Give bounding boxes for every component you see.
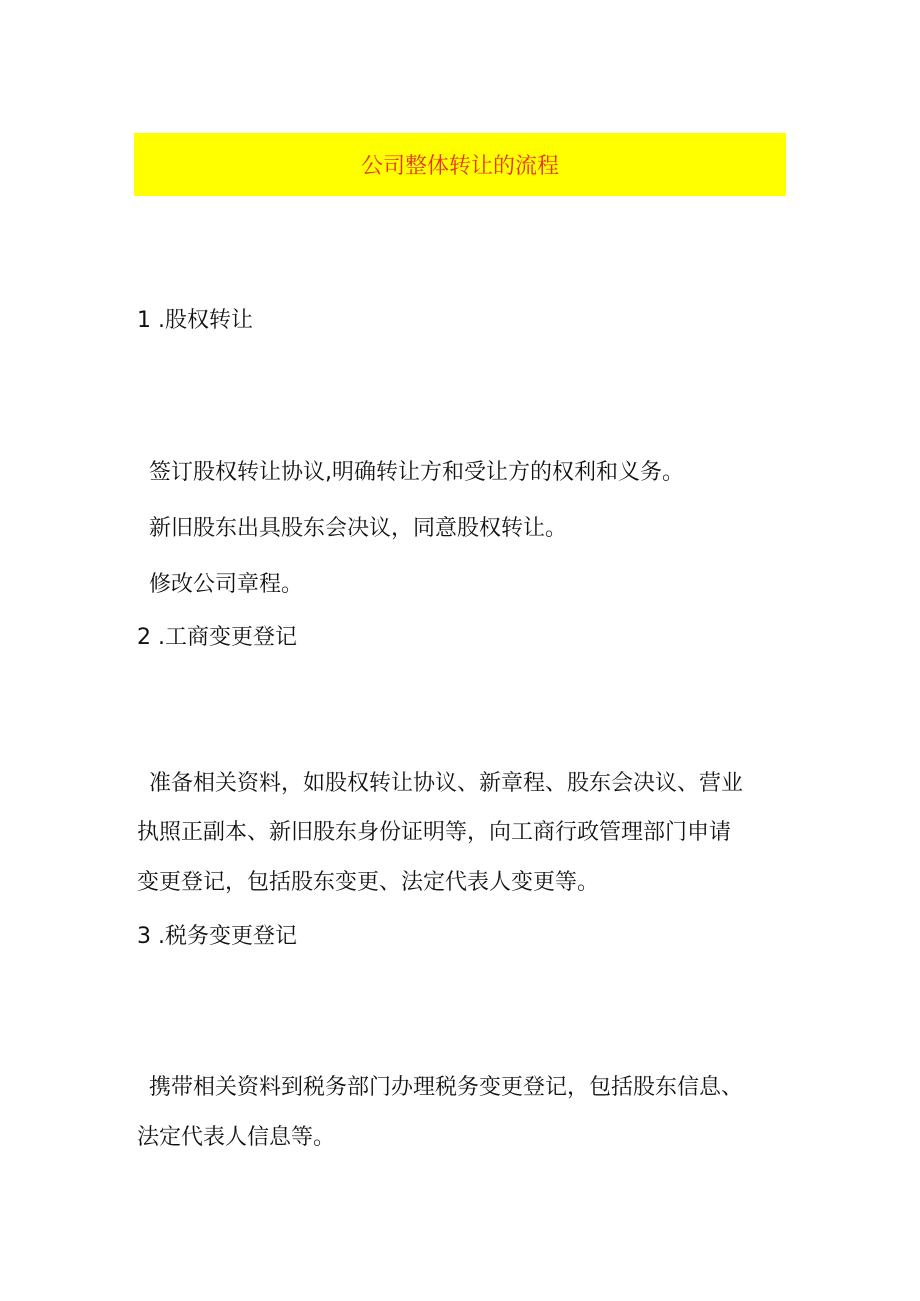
section-heading-3: 3 .税务变更登记	[137, 924, 297, 949]
section-1-line-2: 新旧股东出具股东会决议，同意股权转让。	[149, 516, 568, 541]
document-title: 公司整体转让的流程	[360, 154, 559, 179]
section-2-line-2: 执照正副本、新旧股东身份证明等，向工商行政管理部门申请	[137, 820, 732, 845]
title-banner	[134, 133, 786, 196]
section-heading-1: 1 .股权转让	[137, 308, 253, 333]
section-2-line-3: 变更登记，包括股东变更、法定代表人变更等。	[137, 870, 600, 895]
section-1-line-3: 修改公司章程。	[149, 572, 304, 597]
section-heading-2: 2 .工商变更登记	[137, 625, 297, 650]
section-3-line-1: 携带相关资料到税务部门办理税务变更登记，包括股东信息、	[149, 1075, 744, 1100]
section-1-line-1: 签订股权转让协议,明确转让方和受让方的权利和义务。	[149, 460, 684, 485]
section-2-line-1: 准备相关资料，如股权转让协议、新章程、股东会决议、营业	[149, 771, 744, 796]
section-3-line-2: 法定代表人信息等。	[137, 1125, 336, 1150]
